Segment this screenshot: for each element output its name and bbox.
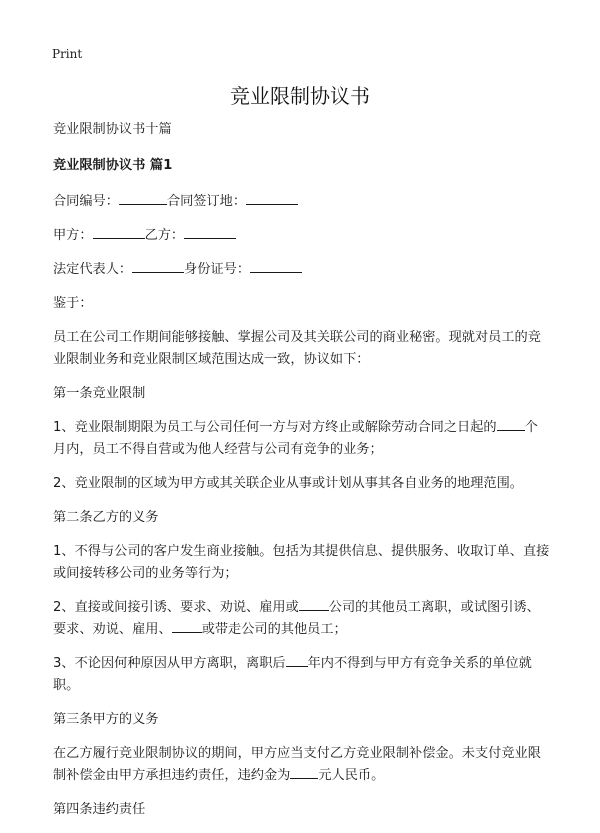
id-no-blank (250, 259, 302, 273)
legal-rep-blank (132, 259, 184, 273)
article-2-item-3-text-b: 年内不得到与甲方有竞争关系的单位就职。 (53, 656, 532, 693)
party-a-label: 甲方： (53, 228, 93, 243)
article-2-item-3-text-a: 3、不论因何种原因从甲方离职，离职后 (53, 656, 286, 671)
article-1-title: 第一条竞业限制 (53, 386, 146, 401)
solicit-blank-2 (172, 619, 202, 633)
article-2-item-3 (53, 653, 550, 697)
sign-place-label: 合同签订地： (166, 194, 247, 209)
section-heading: 竞业限制协议书 篇1 (53, 158, 173, 173)
article-3-title: 第三条甲方的义务 (53, 712, 159, 727)
article-1-item-2: 2、竞业限制的区域为甲方或其关联企业从事或计划从事其各自业务的地理范围。 (53, 476, 523, 491)
document-subtitle: 竞业限制协议书十篇 (53, 122, 172, 137)
sign-place-blank (246, 191, 298, 205)
whereas-label: 鉴于： (53, 296, 93, 311)
contract-no-label: 合同编号： (53, 194, 119, 209)
contract-info-line (53, 191, 550, 213)
parties-line (53, 225, 550, 247)
article-1-item-1-text-b: 个月内，员工不得自营或为他人经营与公司有竞争的业务； (53, 420, 538, 457)
print-label: Print (52, 47, 83, 61)
id-no-label: 身份证号： (184, 262, 251, 277)
article-2-item-2-text-b: 公司的其他员工离职，或试图引诱、要求、劝说、雇用、 (53, 600, 540, 637)
document-title: 竞业限制协议书 (230, 84, 370, 108)
article-3-text-b: 元人民币。 (318, 768, 385, 783)
article-2-title: 第二条乙方的义务 (53, 510, 159, 525)
party-a-blank (93, 225, 145, 239)
article-2-item-1: 1、不得与公司的客户发生商业接触。包括为其提供信息、提供服务、收取订单、直接或间接转移公司的业务等行为； (53, 544, 550, 581)
article-1-item-1-text-a: 1、竞业限制期限为员工与公司任何一方与对方终止或解除劳动合同之日起的 (53, 420, 497, 435)
legal-rep-label: 法定代表人： (53, 262, 133, 277)
article-1-item-1 (53, 417, 550, 461)
party-b-blank (184, 225, 236, 239)
years-blank (286, 653, 308, 667)
article-4-title: 第四条违约责任 (53, 802, 146, 817)
representative-line (53, 259, 550, 281)
party-b-label: 乙方： (144, 228, 185, 243)
months-blank (497, 417, 525, 431)
document-body (53, 119, 550, 833)
article-2-item-2 (53, 597, 550, 641)
penalty-blank (290, 765, 318, 779)
article-3-text-a: 在乙方履行竞业限制协议的期间，甲方应当支付乙方竞业限制补偿金。未支付竞业限制补偿金由甲方承担违约责任，违约金为 (53, 746, 541, 783)
contract-no-blank (119, 191, 167, 205)
article-2-item-2-text-a: 2、直接或间接引诱、要求、劝说、雇用或 (53, 600, 299, 615)
intro-paragraph: 员工在公司工作期间能够接触、掌握公司及其关联公司的商业秘密。现就对员工的竞业限制业务和竞业限制区域范围达成一致，协议如下： (53, 330, 541, 367)
solicit-blank-1 (299, 597, 329, 611)
article-3-paragraph (53, 743, 550, 787)
article-2-item-2-text-c: 或带走公司的其他员工； (201, 622, 347, 637)
